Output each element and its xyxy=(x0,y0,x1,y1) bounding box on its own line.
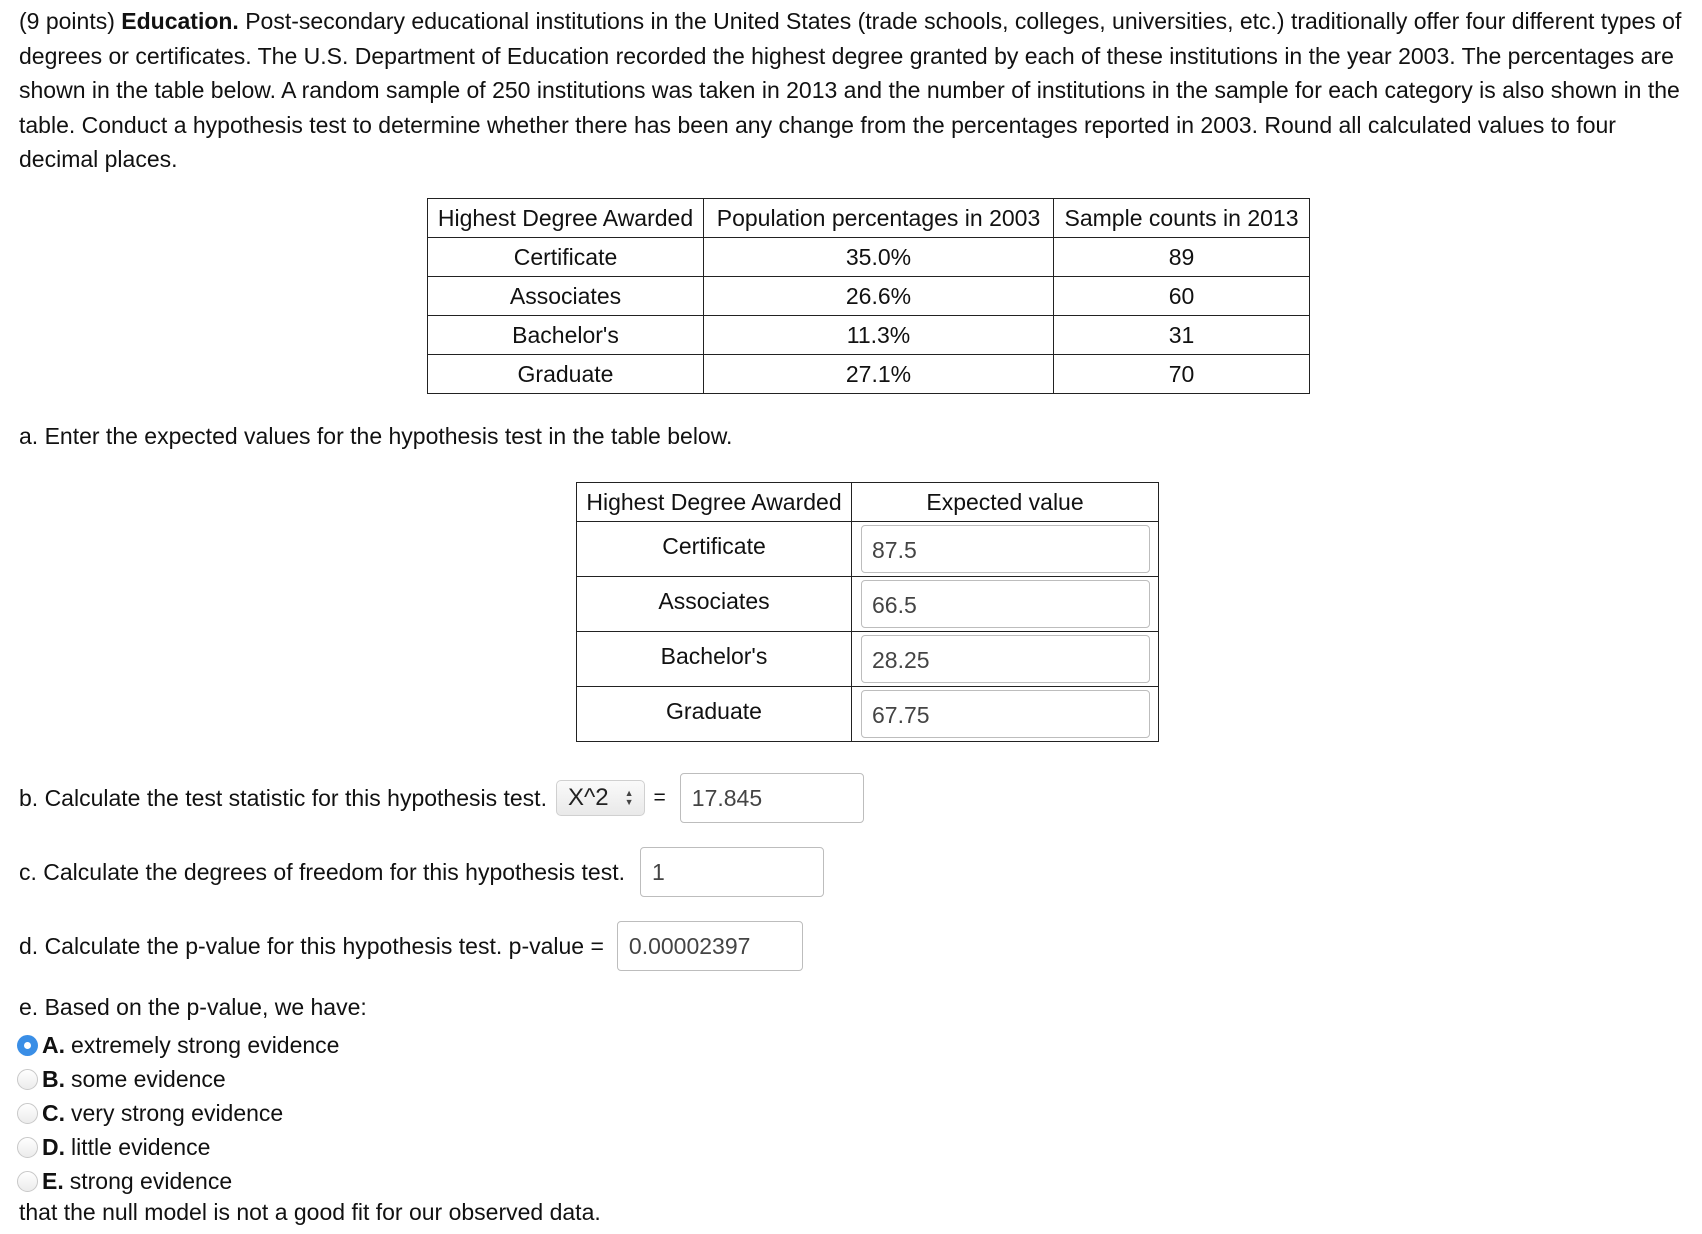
expected-cell xyxy=(852,522,1159,577)
expected-input-certificate[interactable]: 87.5 xyxy=(861,525,1150,573)
intro-text: Post-secondary educational institutions in the United States (trade schools, colleges, universities, etc.) traditionally offer four different types of degrees or certificates. The U.S. Department of Education recorded the highest degree granted by each of these institutions in the year 2003. The percentages are shown in the table below. A random sample of 250 institutions was taken in 2013 and the number of institutions in the sample for each category is also shown in the table. Conduct a hypothesis test to determine whether there has been any change from the percentages reported in 2003. Round all calculated values to four decimal places. xyxy=(19,8,1682,172)
question-intro xyxy=(19,4,1689,177)
header-counts: Sample counts in 2013 xyxy=(1054,199,1310,238)
population-table xyxy=(427,198,1310,394)
header-degree: Highest Degree Awarded xyxy=(577,483,852,522)
option-text: very strong evidence xyxy=(71,1099,284,1126)
header-percentage: Population percentages in 2003 xyxy=(704,199,1054,238)
table-row xyxy=(577,577,1159,632)
statistic-select[interactable] xyxy=(556,780,645,816)
part-d-prompt: d. Calculate the p-value for this hypothesis test. p-value = xyxy=(19,932,604,959)
expected-values-table xyxy=(576,482,1159,742)
radio-button[interactable] xyxy=(17,1069,38,1090)
statistic-select-value: X^2 xyxy=(567,784,609,811)
option-letter: C. xyxy=(42,1099,65,1126)
table-row xyxy=(428,316,1310,355)
option-letter: A. xyxy=(42,1031,65,1058)
degree-label: Graduate xyxy=(666,697,762,724)
radio-button[interactable] xyxy=(17,1103,38,1124)
option-e[interactable] xyxy=(17,1164,339,1198)
degree-cell: Certificate xyxy=(428,238,704,277)
expected-input-bachelors[interactable]: 28.25 xyxy=(861,635,1150,683)
equals-sign: = xyxy=(653,786,666,809)
question-page xyxy=(19,4,1689,1225)
table-row xyxy=(428,238,1310,277)
expected-cell xyxy=(852,687,1159,742)
points-label: (9 points) xyxy=(19,8,115,34)
option-d[interactable] xyxy=(17,1130,339,1164)
option-text: little evidence xyxy=(71,1133,211,1160)
evidence-options xyxy=(17,1028,339,1198)
part-c-row xyxy=(19,846,824,898)
topic-label: Education. xyxy=(121,8,239,34)
degree-label: Bachelor's xyxy=(660,642,768,669)
part-a-prompt: a. Enter the expected values for the hypothesis test in the table below. xyxy=(19,423,733,449)
table-row xyxy=(577,522,1159,577)
radio-button-selected[interactable] xyxy=(17,1035,38,1056)
count-cell: 89 xyxy=(1054,238,1310,277)
degree-cell: Bachelor's xyxy=(428,316,704,355)
radio-button[interactable] xyxy=(17,1171,38,1192)
expected-cell xyxy=(852,632,1159,687)
option-text: some evidence xyxy=(71,1065,226,1092)
p-value-input[interactable]: 0.00002397 xyxy=(617,921,803,971)
header-degree: Highest Degree Awarded xyxy=(428,199,704,238)
test-statistic-input[interactable]: 17.845 xyxy=(680,773,864,823)
part-d-row xyxy=(19,920,803,972)
expected-cell xyxy=(852,577,1159,632)
degree-cell xyxy=(577,687,852,742)
degree-cell xyxy=(577,577,852,632)
percentage-cell: 11.3% xyxy=(704,316,1054,355)
part-e-conclusion: that the null model is not a good fit for our observed data. xyxy=(19,1199,601,1225)
option-a[interactable] xyxy=(17,1028,339,1062)
table-header-row xyxy=(428,199,1310,238)
count-cell: 31 xyxy=(1054,316,1310,355)
degree-cell xyxy=(577,522,852,577)
degree-label: Certificate xyxy=(662,532,766,559)
option-b[interactable] xyxy=(17,1062,339,1096)
expected-input-graduate[interactable]: 67.75 xyxy=(861,690,1150,738)
option-letter: E. xyxy=(42,1167,64,1194)
degree-cell: Associates xyxy=(428,277,704,316)
select-arrows-icon: ▲ ▼ xyxy=(624,788,634,807)
degree-cell: Graduate xyxy=(428,355,704,394)
expected-input-associates[interactable]: 66.5 xyxy=(861,580,1150,628)
degree-cell xyxy=(577,632,852,687)
table-row xyxy=(577,687,1159,742)
radio-button[interactable] xyxy=(17,1137,38,1158)
degrees-of-freedom-input[interactable]: 1 xyxy=(640,847,824,897)
part-b-row xyxy=(19,772,864,824)
table-row xyxy=(428,355,1310,394)
count-cell: 70 xyxy=(1054,355,1310,394)
percentage-cell: 26.6% xyxy=(704,277,1054,316)
part-b-prompt: b. Calculate the test statistic for this hypothesis test. xyxy=(19,784,547,811)
table-row xyxy=(577,632,1159,687)
option-letter: D. xyxy=(42,1133,65,1160)
option-text: strong evidence xyxy=(69,1167,233,1194)
header-expected: Expected value xyxy=(852,483,1159,522)
percentage-cell: 27.1% xyxy=(704,355,1054,394)
part-e-prompt: e. Based on the p-value, we have: xyxy=(19,994,367,1020)
table-header-row xyxy=(577,483,1159,522)
part-c-prompt: c. Calculate the degrees of freedom for this hypothesis test. xyxy=(19,858,625,885)
table-row xyxy=(428,277,1310,316)
option-c[interactable] xyxy=(17,1096,339,1130)
count-cell: 60 xyxy=(1054,277,1310,316)
percentage-cell: 35.0% xyxy=(704,238,1054,277)
degree-label: Associates xyxy=(658,587,770,614)
option-letter: B. xyxy=(42,1065,65,1092)
option-text: extremely strong evidence xyxy=(71,1031,340,1058)
